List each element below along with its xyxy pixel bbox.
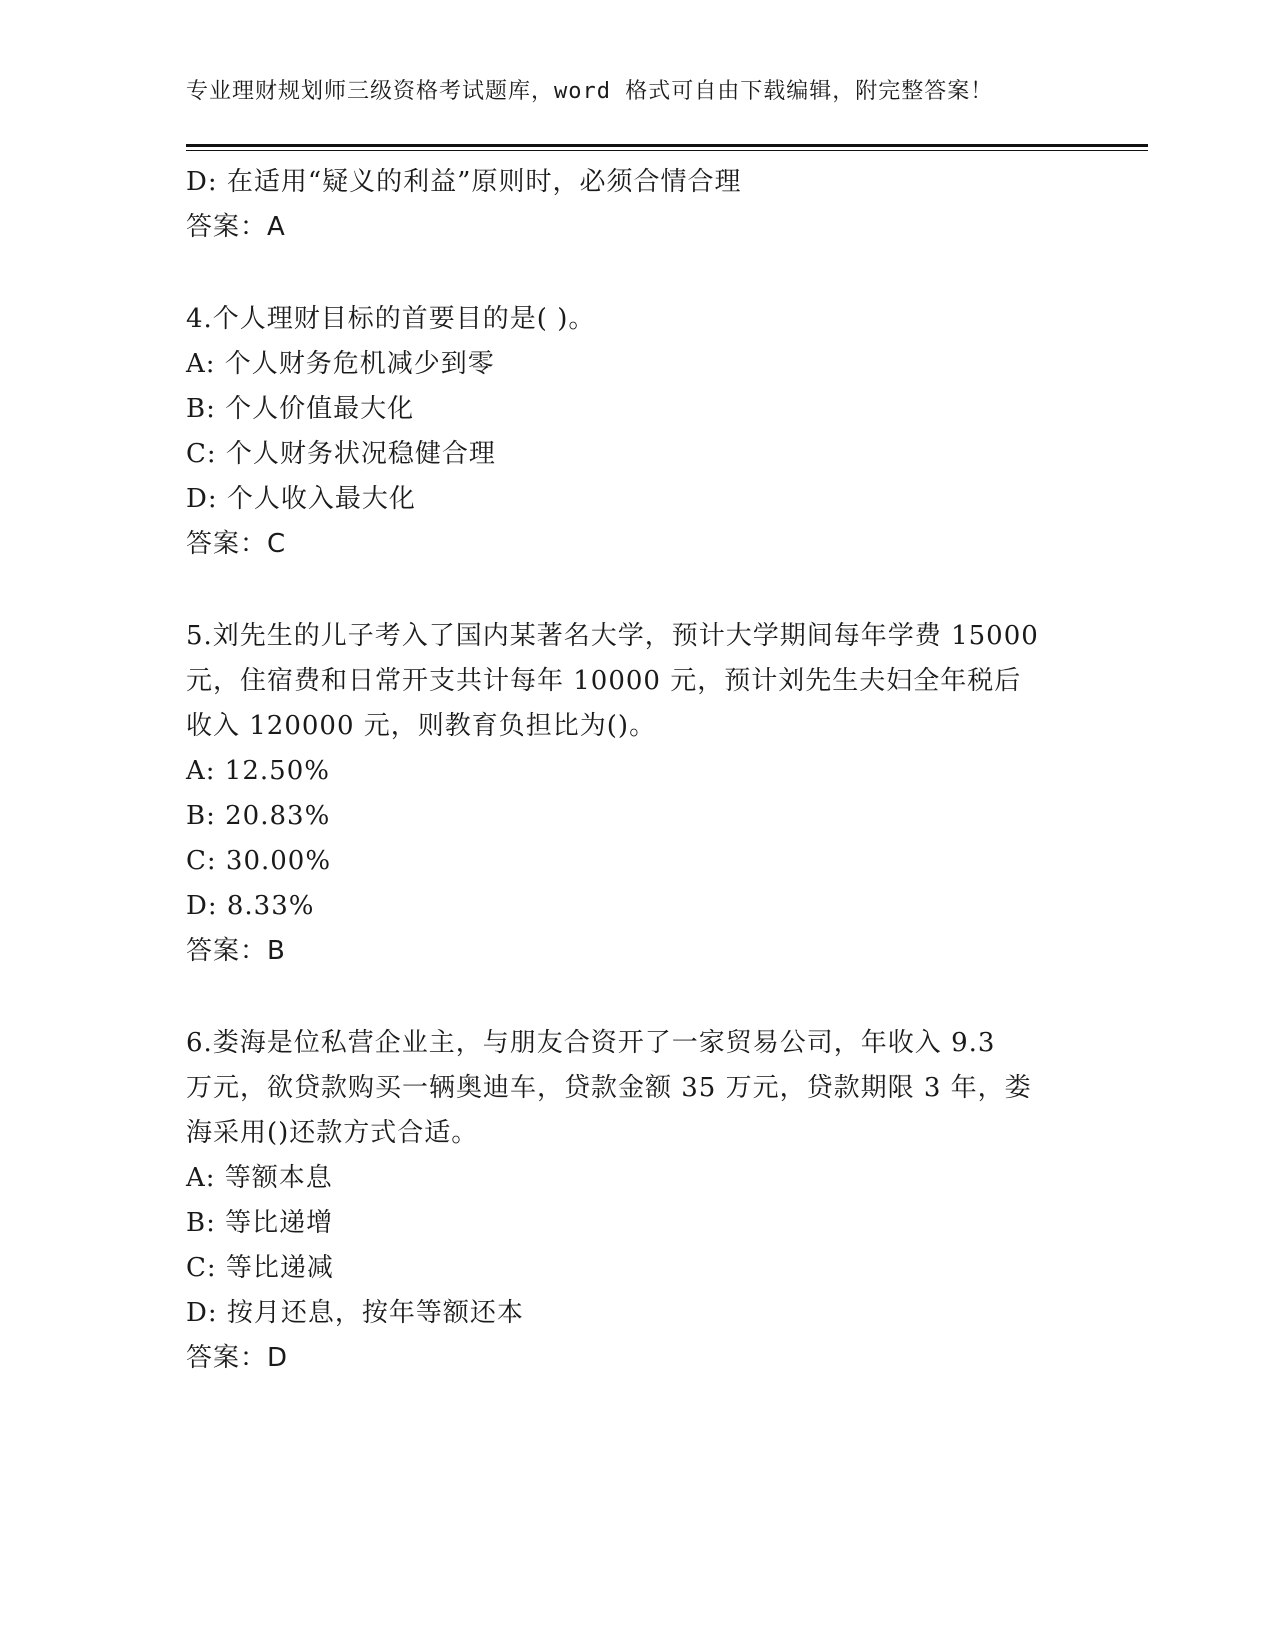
question-4 [186, 297, 1086, 567]
question-5-text [186, 614, 1086, 749]
header-rule-thin [186, 150, 1148, 151]
question-6-text [186, 1021, 1086, 1156]
question-5-answer: 答案：B [186, 936, 286, 966]
question-6-answer: 答案：D [186, 1343, 289, 1373]
header-rule-thick [186, 144, 1148, 147]
question-5-option-a: A: 12.50% [186, 756, 330, 786]
question-5-line: 5.刘先生的儿子考入了国内某著名大学，预计大学期间每年学费 15000 [186, 621, 1039, 651]
question-5-option-d: D: 8.33% [186, 891, 315, 921]
question-4-option-c: C: 个人财务状况稳健合理 [186, 439, 496, 469]
question-4-text [186, 297, 1086, 342]
question-5-option-b: B: 20.83% [186, 801, 331, 831]
q3-option-d: D: 在适用“疑义的利益”原则时，必须合情合理 [186, 167, 742, 197]
page-header: 专业理财规划师三级资格考试题库，word 格式可自由下载编辑，附完整答案！ [186, 79, 994, 104]
question-5-option-c: C: 30.00% [186, 846, 332, 876]
q3-answer: 答案：A [186, 212, 286, 242]
question-6-line: 海采用()还款方式合适。 [186, 1118, 479, 1148]
question-5 [186, 614, 1086, 974]
question-4-option-a: A: 个人财务危机减少到零 [186, 349, 495, 379]
question-4-answer: 答案：C [186, 529, 287, 559]
question-6-line: 万元，欲贷款购买一辆奥迪车，贷款金额 35 万元，贷款期限 3 年，娄 [186, 1073, 1032, 1103]
question-4-option-d: D: 个人收入最大化 [186, 484, 416, 514]
question-5-line: 元，住宿费和日常开支共计每年 10000 元，预计刘先生夫妇全年税后 [186, 666, 1022, 696]
question-6-option-b: B: 等比递增 [186, 1208, 334, 1238]
question-5-line: 收入 120000 元，则教育负担比为()。 [186, 711, 657, 741]
question-6-option-d: D: 按月还息，按年等额还本 [186, 1298, 524, 1328]
page-content [186, 160, 1086, 1381]
question-6-line: 6.娄海是位私营企业主，与朋友合资开了一家贸易公司，年收入 9.3 [186, 1028, 996, 1058]
question-6-option-c: C: 等比递减 [186, 1253, 334, 1283]
question-4-line: 4.个人理财目标的首要目的是( )。 [186, 304, 596, 334]
question-6-option-a: A: 等额本息 [186, 1163, 333, 1193]
question-6 [186, 1021, 1086, 1381]
question-4-option-b: B: 个人价值最大化 [186, 394, 415, 424]
